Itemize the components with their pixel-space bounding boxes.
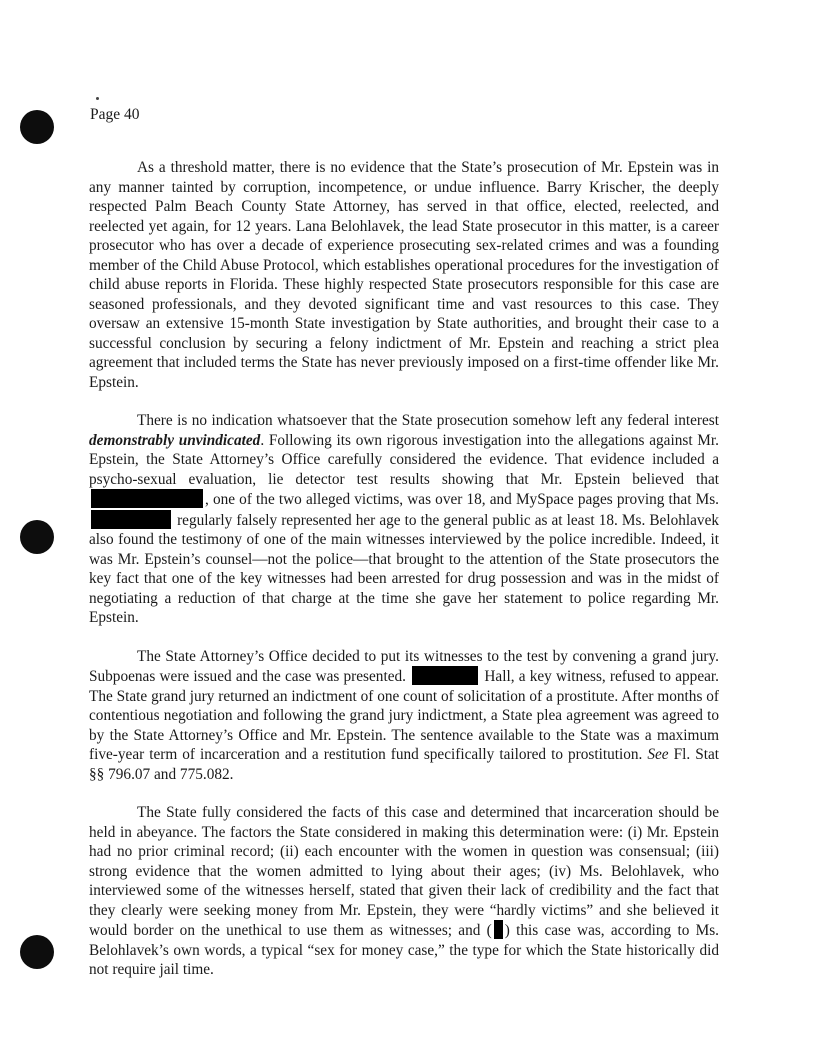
- paragraph-grand-jury: [89, 647, 719, 785]
- hole-punch-top: [20, 110, 54, 144]
- citation-signal: See: [647, 746, 669, 763]
- redaction-block: [91, 510, 171, 529]
- paragraph-state-prosecution: As a threshold matter, there is no evidence that the State’s prosecution of Mr. Epstein was in any manner tainted by corruption, incompetence, or undue influence. Barry Krischer, the deeply respected Palm Beach County State Attorney, has served in that office, elected, reelected, and reelected yet again, for 12 years. Lana Belohlavek, the lead State prosecutor in this matter, is a career prosecutor who has over a decade of experience prosecuting sex-related crimes and was a founding member of the Child Abuse Protocol, which establishes operational procedures for the investigation of child abuse reports in Florida. These highly respected State prosecutors responsible for this case are seasoned professionals, and they devoted significant time and vast resources to this case. They oversaw an extensive 15-month State investigation by State authorities, and brought their case to a successful conclusion by securing a felony indictment of Mr. Epstein and reaching a strict plea agreement that included terms the State has never previously imposed on a first-time offender like Mr. Epstein.: [89, 159, 719, 391]
- paragraph-federal-interest: [89, 411, 719, 628]
- paragraph-incarceration-factors: [89, 803, 719, 980]
- redaction-block: [494, 920, 503, 939]
- paragraph-text: ) this case was, according to Ms. Belohlavek’s own words, a typical “sex for money case,” the type for which the State historically did not require jail time.: [89, 922, 719, 978]
- redaction-block: [91, 489, 203, 508]
- document-body: [89, 158, 719, 999]
- citation-text: Fl. Stat §§ 796.07 and 775.082.: [89, 746, 719, 783]
- paragraph-text: , one of the two alleged victims, was over 18, and MySpace pages proving that Ms.: [205, 491, 719, 508]
- page-number: Page 40: [90, 106, 140, 123]
- paragraph-text: regularly falsely represented her age to the general public as at least 18. Ms. Belohlavek also found the testimony of one of the main witnesses interviewed by the police incredible. Indeed, it was Mr. Epstein’s counsel—not the police—that brought to the attention of the State prosecutors the key fact that one of the key witnesses had been arrested for drug possession and was in the midst of negotiating a reduction of that charge at the time she gave her statement to police regarding Mr. Epstein.: [89, 511, 720, 626]
- emphasis-text: demonstrably unvindicated: [89, 431, 261, 449]
- paragraph-text: The State Attorney’s Office decided to put its witnesses to the test by convening a grand jury. Subpoenas were issued and the case was presented.: [89, 647, 719, 685]
- hole-punch-middle: [20, 520, 54, 554]
- paragraph-text: . Following its own rigorous investigation into the allegations against Mr. Epstein, the State Attorney’s Office carefully considered the evidence. That evidence included a psycho-sexual evaluation, lie detector test results showing that Mr. Epstein believed that: [89, 431, 719, 488]
- scan-speck: [96, 97, 99, 100]
- paragraph-text: There is no indication whatsoever that the State prosecution somehow left any federal interest: [137, 412, 719, 429]
- redaction-block: [412, 666, 478, 685]
- paragraph-text: The State fully considered the facts of this case and determined that incarceration should be held in abeyance. The factors the State considered in making this determination were: (i) Mr. Epstein had no prior criminal record; (ii) each encounter with the women in question was consensual; (iii) strong evidence that the women admitted to lying about their ages; (iv) Ms. Belohlavek, who interviewed some of the witnesses herself, stated that given their lack of credibility and the fact that they clearly were seeking money from Mr. Epstein, they were “hardly victims” and she believed it would border on the unethical to use them as witnesses; and (: [89, 804, 719, 939]
- paragraph-text: Hall, a key witness, refused to appear. The State grand jury returned an indictment of one count of solicitation of a prostitute. After months of contentious negotiation and following the grand jury indictment, a State plea agreement was agreed to by the State Attorney’s Office and Mr. Epstein. The sentence available to the State was a maximum five-year term of incarceration and a restitution fund specifically tailored to prostitution.: [89, 668, 719, 763]
- hole-punch-bottom: [20, 935, 54, 969]
